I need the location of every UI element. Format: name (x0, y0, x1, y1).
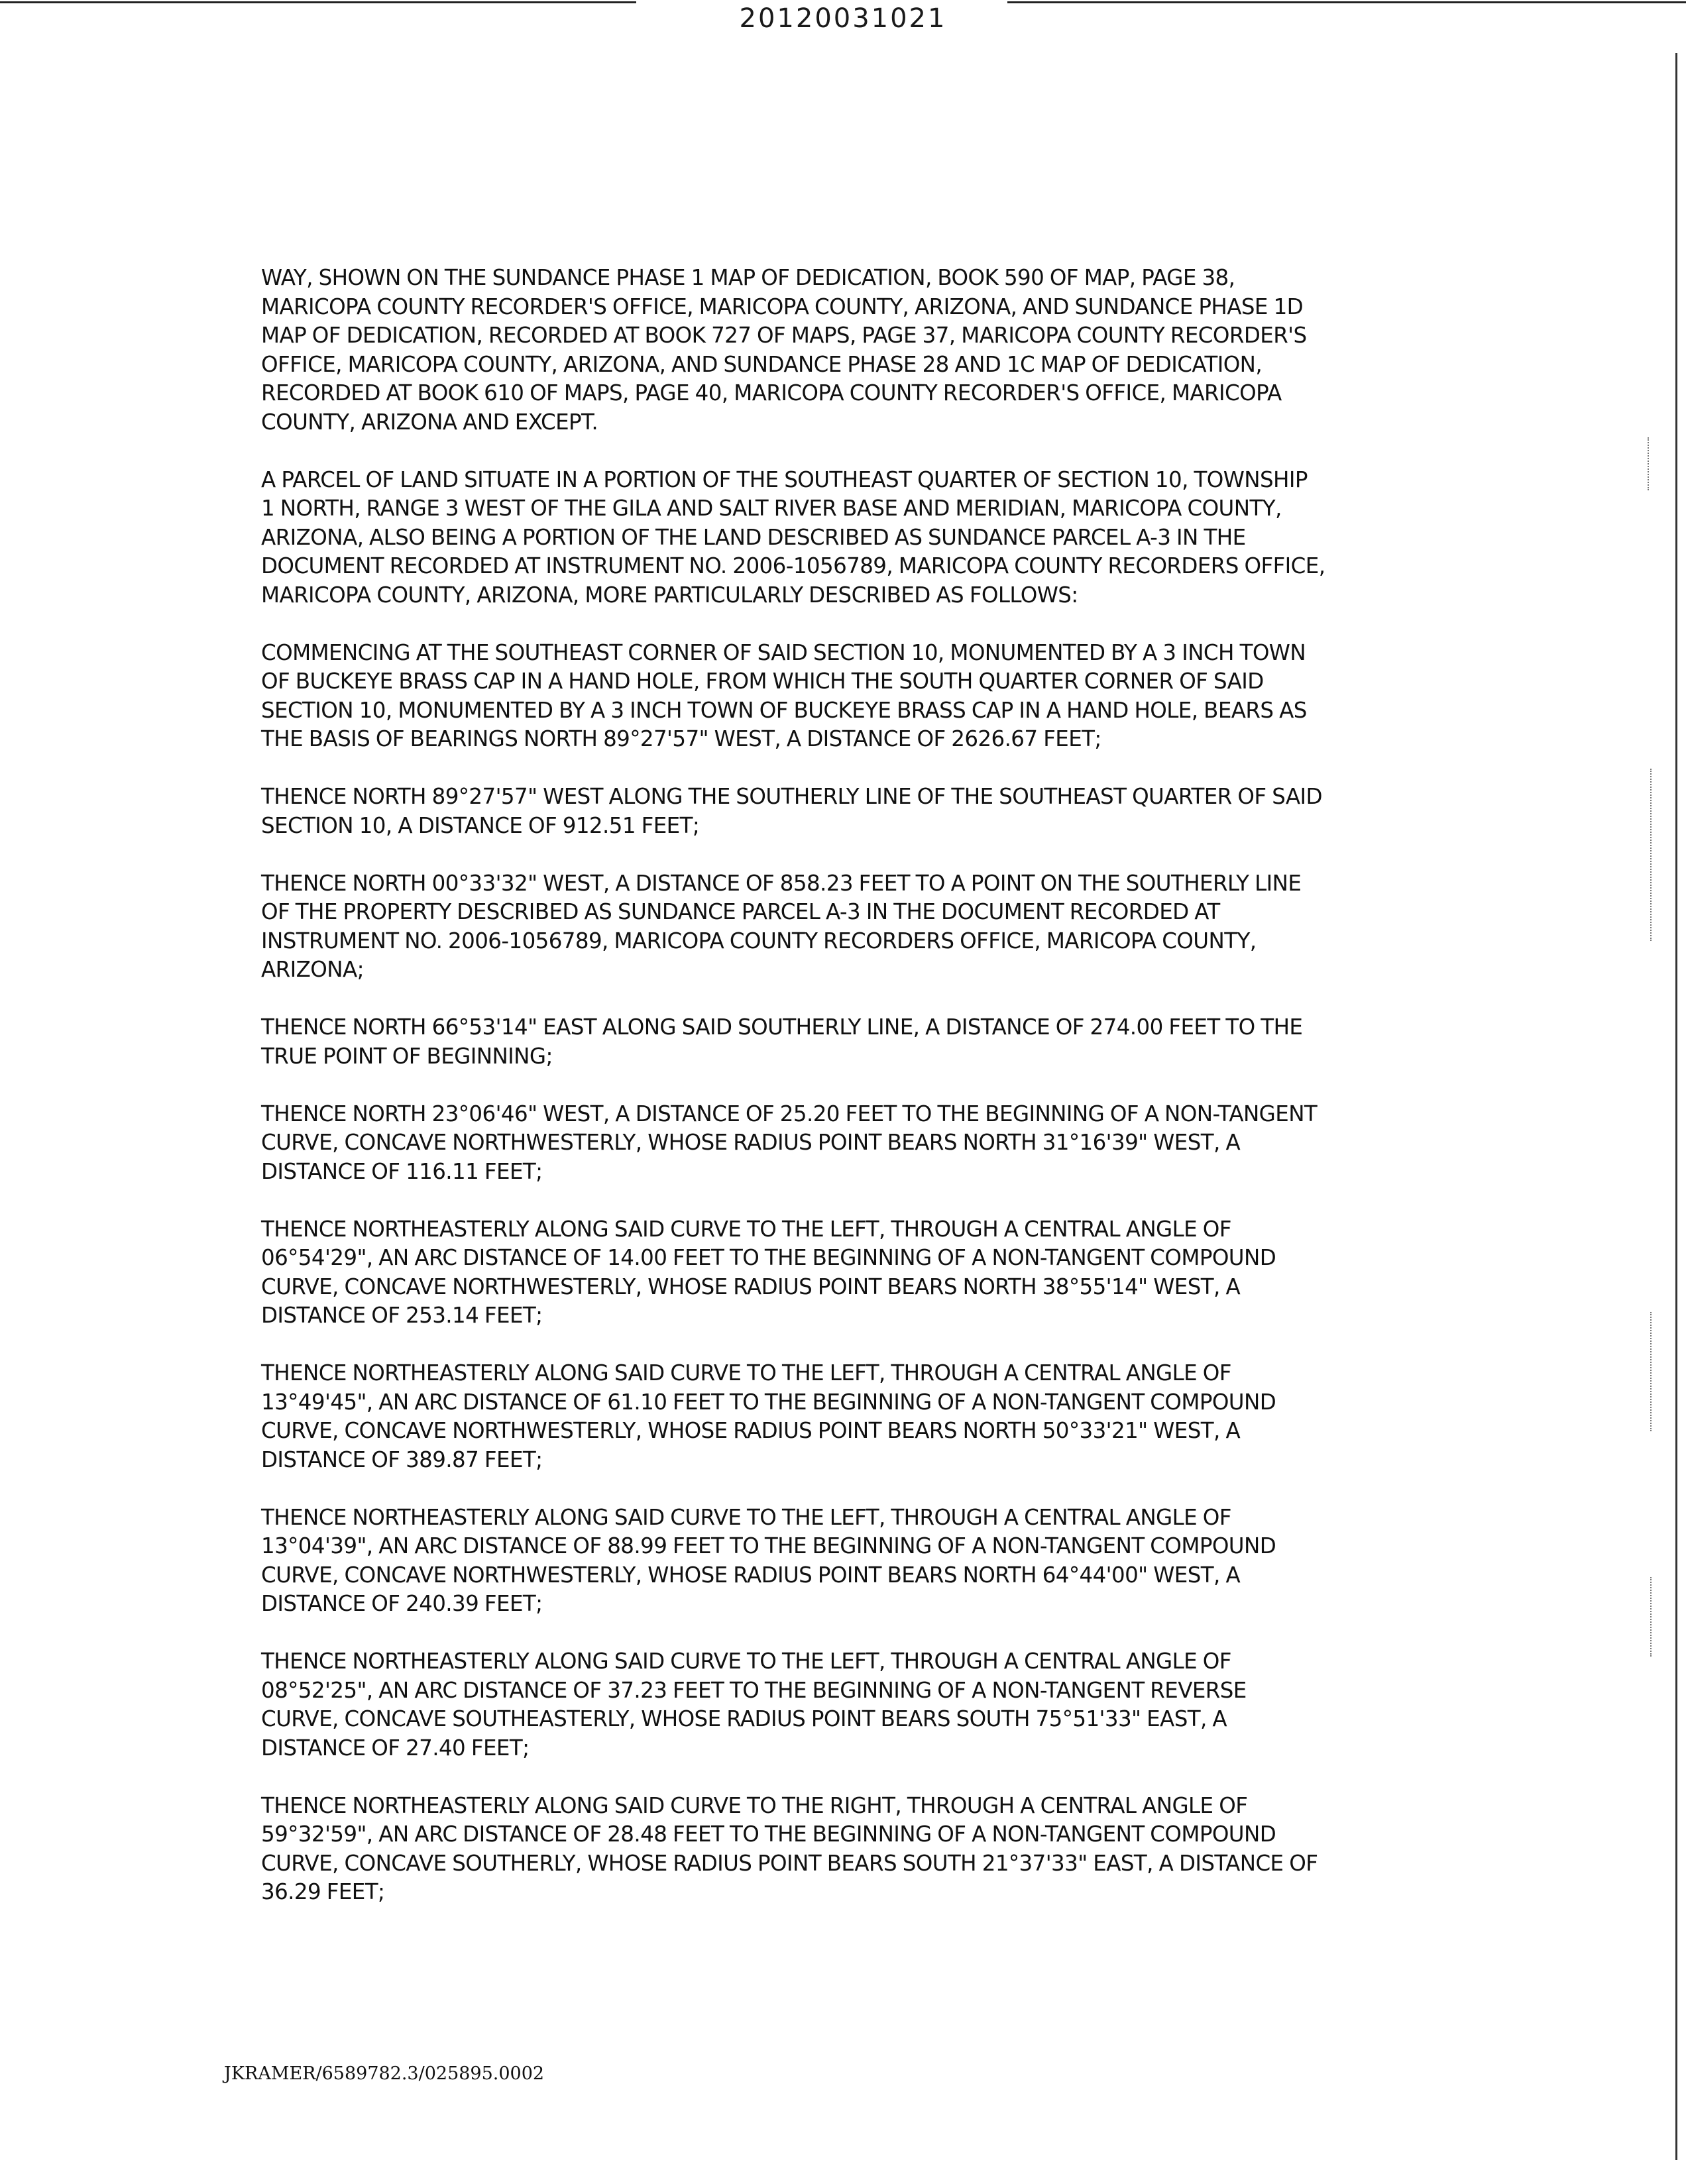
paragraph: THENCE NORTHEASTERLY ALONG SAID CURVE TO THE LEFT, THROUGH A CENTRAL ANGLE OF 06°54'29", AN ARC DISTANCE OF 14.00 FEET TO THE BEGINNING OF A NON-TANGENT COMPOUND CURVE, CONCAVE NORTHWESTERLY, WHOSE RADIUS POINT BEARS NORTH 38°55'14" WEST, A DISTANCE OF 253.14 FEET; (261, 1216, 1276, 1328)
paragraph: THENCE NORTHEASTERLY ALONG SAID CURVE TO THE RIGHT, THROUGH A CENTRAL ANGLE OF 59°32'59", AN ARC DISTANCE OF 28.48 FEET TO THE BEGINNING OF A NON-TANGENT COMPOUND CURVE, CONCAVE SOUTHERLY, WHOSE RADIUS POINT BEARS SOUTH 21°37'33" EAST, A DISTANCE OF 36.29 FEET; (261, 1792, 1318, 1904)
paragraph: THENCE NORTH 66°53'14" EAST ALONG SAID SOUTHERLY LINE, A DISTANCE OF 274.00 FEET TO THE TRUE POINT OF BEGINNING; (261, 1014, 1303, 1069)
paragraph: COMMENCING AT THE SOUTHEAST CORNER OF SAID SECTION 10, MONUMENTED BY A 3 INCH TOWN OF BUCKEYE BRASS CAP IN A HAND HOLE, FROM WHICH THE SOUTH QUARTER CORNER OF SAID SECTION 10, MONUMENTED BY A 3 INCH TOWN OF BUCKEYE BRASS CAP IN A HAND HOLE, BEARS AS THE BASIS OF BEARINGS NORTH 89°27'57" WEST, A DISTANCE OF 2626.67 FEET; (261, 639, 1307, 751)
paragraph: THENCE NORTH 23°06'46" WEST, A DISTANCE OF 25.20 FEET TO THE BEGINNING OF A NON-TANGENT CURVE, CONCAVE NORTHWESTERLY, WHOSE RADIUS POINT BEARS NORTH 31°16'39" WEST, A DISTANCE OF 116.11 FEET; (261, 1101, 1318, 1184)
paragraph: THENCE NORTHEASTERLY ALONG SAID CURVE TO THE LEFT, THROUGH A CENTRAL ANGLE OF 13°04'39", AN ARC DISTANCE OF 88.99 FEET TO THE BEGINNING OF A NON-TANGENT COMPOUND CURVE, CONCAVE NORTHWESTERLY, WHOSE RADIUS POINT BEARS NORTH 64°44'00" WEST, A DISTANCE OF 240.39 FEET; (261, 1504, 1276, 1616)
page-right-edge (1675, 53, 1677, 2160)
paragraph: THENCE NORTHEASTERLY ALONG SAID CURVE TO THE LEFT, THROUGH A CENTRAL ANGLE OF 13°49'45", AN ARC DISTANCE OF 61.10 FEET TO THE BEGINNING OF A NON-TANGENT COMPOUND CURVE, CONCAVE NORTHWESTERLY, WHOSE RADIUS POINT BEARS NORTH 50°33'21" WEST, A DISTANCE OF 389.87 FEET; (261, 1360, 1276, 1472)
document-reference: JKRAMER/6589782.3/025895.0002 (224, 2063, 545, 2084)
paragraph: THENCE NORTH 00°33'32" WEST, A DISTANCE OF 858.23 FEET TO A POINT ON THE SOUTHERLY LINE OF THE PROPERTY DESCRIBED AS SUNDANCE PARCEL A-3 IN THE DOCUMENT RECORDED AT INSTRUMENT NO. 2006-1056789, MARICOPA COUNTY RECORDERS OFFICE, MARICOPA COUNTY, ARIZONA; (261, 870, 1302, 982)
scan-artifact (1648, 437, 1649, 490)
paragraph: THENCE NORTHEASTERLY ALONG SAID CURVE TO THE LEFT, THROUGH A CENTRAL ANGLE OF 08°52'25", AN ARC DISTANCE OF 37.23 FEET TO THE BEGINNING OF A NON-TANGENT REVERSE CURVE, CONCAVE SOUTHEASTERLY, WHOSE RADIUS POINT BEARS SOUTH 75°51'33" EAST, A DISTANCE OF 27.40 FEET; (261, 1649, 1247, 1761)
paragraph: A PARCEL OF LAND SITUATE IN A PORTION OF THE SOUTHEAST QUARTER OF SECTION 10, TOWNSHIP 1 NORTH, RANGE 3 WEST OF THE GILA AND SALT RIVER BASE AND MERIDIAN, MARICOPA COUNTY, ARIZONA, ALSO BEING A PORTION OF THE LAND DESCRIBED AS SUNDANCE PARCEL A-3 IN THE DOCUMENT RECORDED AT INSTRUMENT NO. 2006-1056789, MARICOPA COUNTY RECORDERS OFFICE, MARICOPA COUNTY, ARIZONA, MORE PARTICULARLY DESCRIBED AS FOLLOWS: (261, 466, 1325, 608)
recording-number: 20120031021 (739, 3, 947, 34)
paragraph: THENCE NORTH 89°27'57" WEST ALONG THE SOUTHERLY LINE OF THE SOUTHEAST QUARTER OF SAID SECTION 10, A DISTANCE OF 912.51 FEET; (261, 784, 1322, 838)
paragraph: WAY, SHOWN ON THE SUNDANCE PHASE 1 MAP OF DEDICATION, BOOK 590 OF MAP, PAGE 38, MARICOPA COUNTY RECORDER'S OFFICE, MARICOPA COUNTY, ARIZONA, AND SUNDANCE PHASE 1D MAP OF DEDICATION, RECORDED AT BOOK 727 OF MAPS, PAGE 37, MARICOPA COUNTY RECORDER'S OFFICE, MARICOPA COUNTY, ARIZONA, AND SUNDANCE PHASE 28 AND 1C MAP OF DEDICATION, RECORDED AT BOOK 610 OF MAPS, PAGE 40, MARICOPA COUNTY RECORDER'S OFFICE, MARICOPA COUNTY, ARIZONA AND EXCEPT. (261, 265, 1307, 435)
scan-artifact (1650, 1577, 1652, 1657)
legal-description (261, 264, 1418, 1936)
scan-artifact (1650, 769, 1652, 941)
scan-artifact (1650, 1312, 1652, 1431)
